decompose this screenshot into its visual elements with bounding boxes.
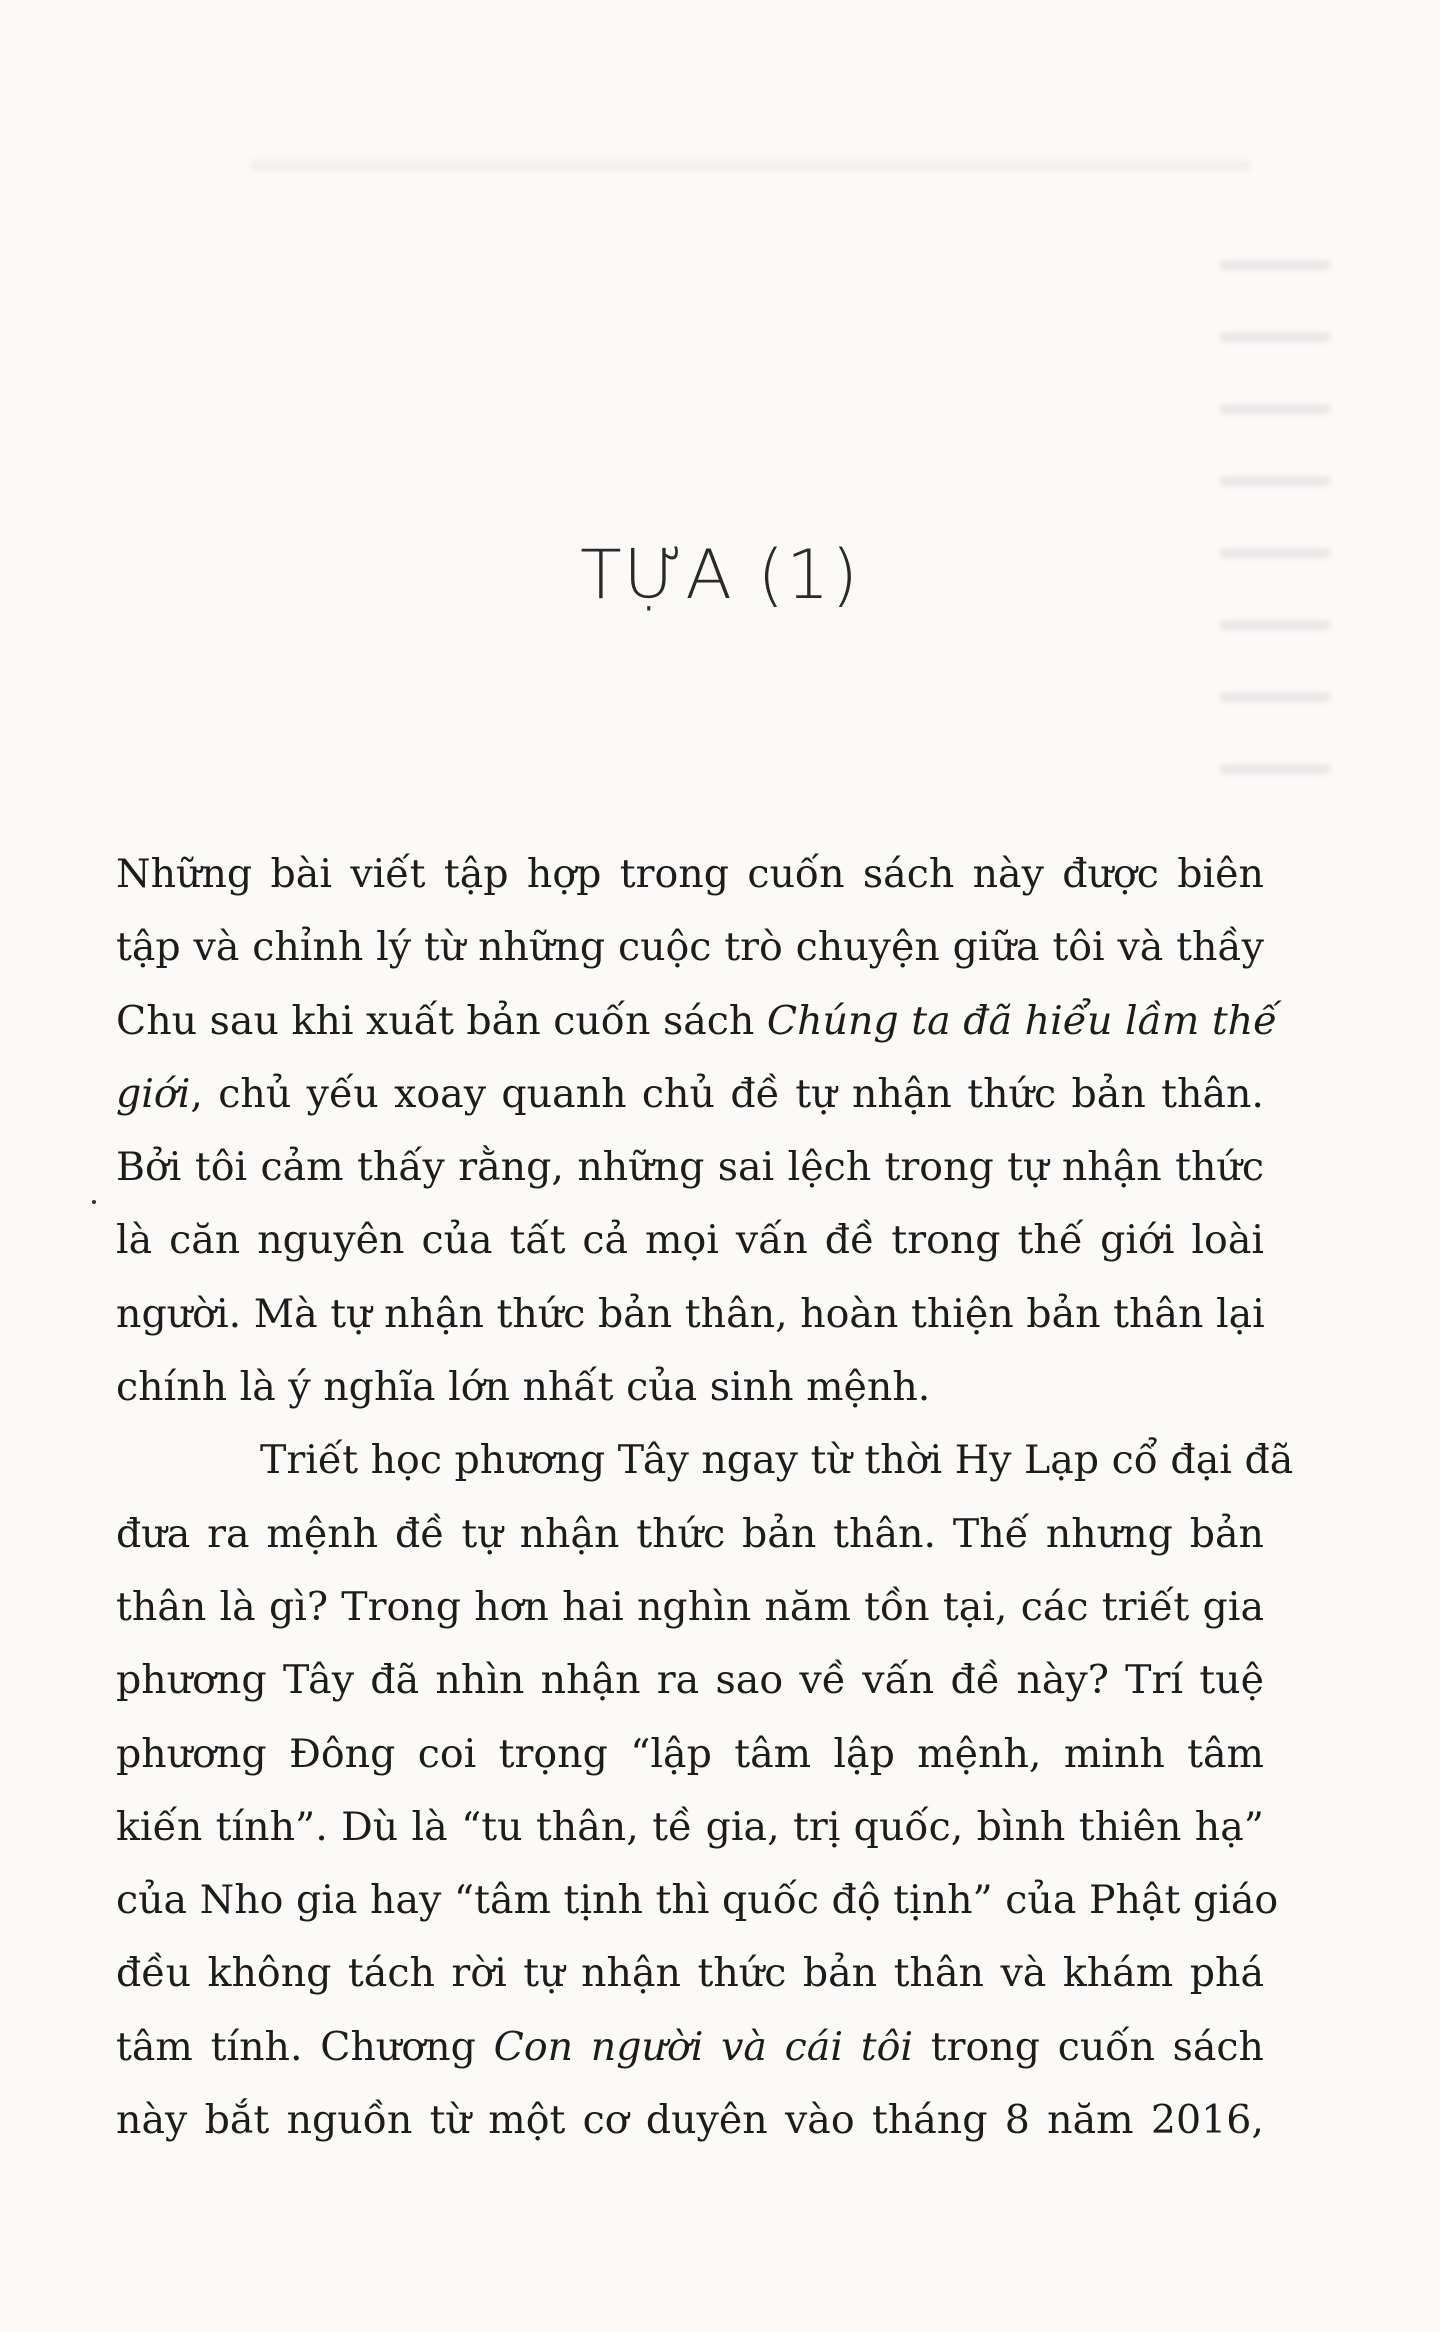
chapter-title: TỰA (1) — [580, 536, 860, 615]
body-text — [116, 838, 1294, 2157]
text-line — [116, 1058, 1264, 1131]
text-run: là căn nguyên của tất cả mọi vấn đề trong thế giới loài — [116, 1217, 1264, 1264]
text-line — [116, 1937, 1264, 2010]
text-run: phương Đông coi trọng “lập tâm lập mệnh, minh tâm — [116, 1730, 1264, 1777]
text-line — [116, 2011, 1264, 2084]
text-line — [116, 1424, 1294, 1497]
text-line — [116, 838, 1264, 911]
italic-book-title: Chúng ta đã hiểu lầm thế — [766, 997, 1278, 1044]
text-line — [116, 1131, 1264, 1204]
text-run: của Nho gia hay “tâm tịnh thì quốc độ tịnh” của Phật giáo — [116, 1877, 1279, 1924]
text-run: tập và chỉnh lý từ những cuộc trò chuyện giữa tôi và thầy — [116, 924, 1264, 971]
text-line — [116, 1718, 1264, 1791]
text-run: này bắt nguồn từ một cơ duyên vào tháng 8 năm 2016, — [116, 2097, 1264, 2144]
italic-book-title: giới — [116, 1070, 191, 1117]
ink-speck — [92, 1200, 96, 1204]
text-line — [116, 911, 1264, 984]
text-line — [116, 1791, 1264, 1864]
text-run: chính là ý nghĩa lớn nhất của sinh mệnh. — [116, 1364, 931, 1411]
text-line — [116, 1498, 1264, 1571]
text-line — [116, 1278, 1264, 1351]
text-run: kiến tính”. Dù là “tu thân, tề gia, trị quốc, bình thiên hạ” — [116, 1803, 1264, 1850]
text-run: phương Tây đã nhìn nhận ra sao về vấn đề này? Trí tuệ — [116, 1657, 1264, 1704]
text-run: đưa ra mệnh đề tự nhận thức bản thân. Thế nhưng bản — [116, 1510, 1264, 1557]
text-run: người. Mà tự nhận thức bản thân, hoàn thiện bản thân lại — [116, 1290, 1265, 1337]
text-run: Bởi tôi cảm thấy rằng, những sai lệch trong tự nhận thức — [116, 1144, 1264, 1191]
show-through-text — [250, 160, 1250, 188]
text-run: thân là gì? Trong hơn hai nghìn năm tồn tại, các triết gia — [116, 1583, 1264, 1630]
paragraph — [116, 1424, 1294, 2157]
text-line — [116, 1204, 1264, 1277]
text-run: , chủ yếu xoay quanh chủ đề tự nhận thức bản thân. — [190, 1070, 1264, 1117]
text-line — [116, 1571, 1264, 1644]
text-run: trong cuốn sách — [913, 2023, 1264, 2070]
text-line — [116, 1864, 1279, 1937]
text-line — [116, 1644, 1264, 1717]
italic-book-title: Con người và cái tôi — [493, 2023, 913, 2070]
text-run: Chu sau khi xuất bản cuốn sách — [116, 997, 767, 1044]
text-run: Triết học phương Tây ngay từ thời Hy Lạp cổ đại đã — [260, 1437, 1294, 1484]
text-run: Những bài viết tập hợp trong cuốn sách này được biên — [116, 851, 1264, 897]
text-line — [116, 985, 1278, 1058]
text-line — [116, 1351, 1264, 1424]
paragraph — [116, 838, 1278, 1424]
text-line — [116, 2084, 1264, 2157]
text-run: tâm tính. Chương — [116, 2023, 494, 2070]
text-run: đều không tách rời tự nhận thức bản thân và khám phá — [116, 1950, 1264, 1997]
